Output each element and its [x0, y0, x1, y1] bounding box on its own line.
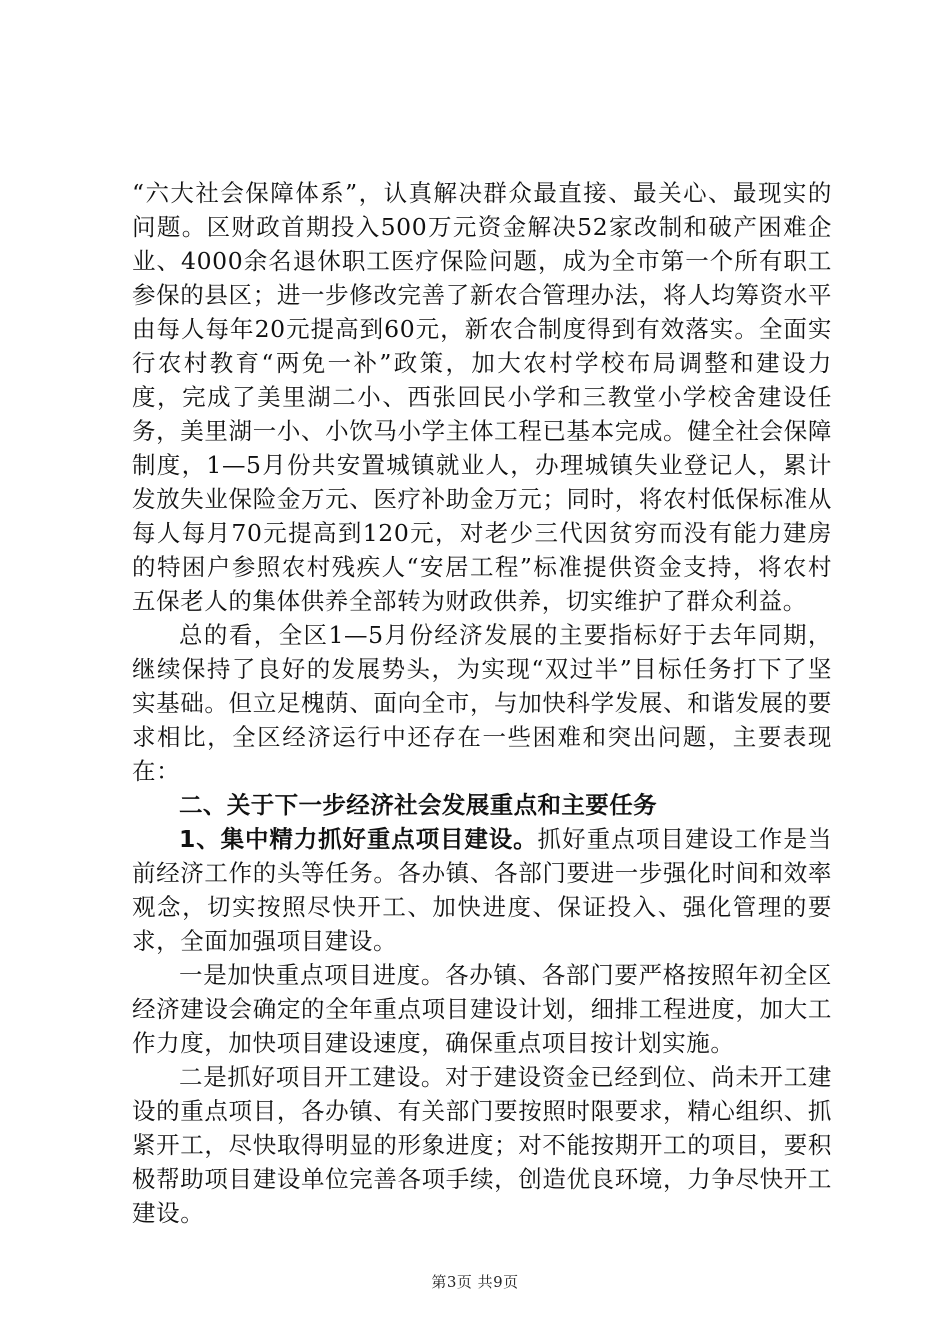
paragraph-social-security: “六大社会保障体系”，认真解决群众最直接、最关心、最现实的问题。区财政首期投入500万元资金解决52家改制和破产困难企业、4000余名退休职工医疗保险问题，成为全市第一个所有职工参保的县区；进一步修改完善了新农合管理办法，将人均筹资水平由每人每年20元提高到60元，新农合制度得到有效落实。全面实行农村教育“两免一补”政策，加大农村学校布局调整和建设力度，完成了美里湖二小、西张回民小学和三教堂小学校舍建设任务，美里湖一小、小饮马小学主体工程已基本完成。健全社会保障制度，1—5月份共安置城镇就业人，办理城镇失业登记人，累计发放失业保险金万元、医疗补助金万元；同时，将农村低保标准从每人每月70元提高到120元，对老少三代因贫穷而没有能力建房的特困户参照农村残疾人“安居工程”标准提供资金支持，将农村五保老人的集体供养全部转为财政供养，切实维护了群众利益。 [132, 179, 832, 615]
paragraph-project-start: 二是抓好项目开工建设。对于建设资金已经到位、尚未开工建设的重点项目，各办镇、有关部门要按照时限要求，精心组织、抓紧开工，尽快取得明显的形象进度；对不能按期开工的项目，要积极帮助项目建设单位完善各项手续，创造优良环境，力争尽快开工建设。 [132, 1063, 832, 1227]
item-body: 抓好重点项目建设工作是当前经济工作的头等任务。各办镇、各部门要进一步强化时间和效率观念，切实按照尽快开工、加快进度、保证投入、强化管理的要求，全面加强项目建设。 [132, 825, 832, 955]
section-heading: 二、关于下一步经济社会发展重点和主要任务 [179, 791, 657, 819]
paragraph-project-progress: 一是加快重点项目进度。各办镇、各部门要严格按照年初全区经济建设会确定的全年重点项目建设计划，细排工程进度，加大工作力度，加快项目建设速度，确保重点项目按计划实施。 [132, 961, 832, 1057]
page-number-footer: 第3页 共9页 [431, 1273, 519, 1291]
paragraph-key-projects [132, 822, 832, 958]
item-lead: 1、集中精力抓好重点项目建设。 [179, 825, 538, 853]
document-body [132, 176, 832, 1230]
paragraph-summary: 总的看，全区1—5月份经济发展的主要指标好于去年同期，继续保持了良好的发展势头，为实现“双过半”目标任务打下了坚实基础。但立足槐荫、面向全市，与加快科学发展、和谐发展的要求相比，全区经济运行中还存在一些困难和突出问题，主要表现在： [132, 621, 832, 785]
